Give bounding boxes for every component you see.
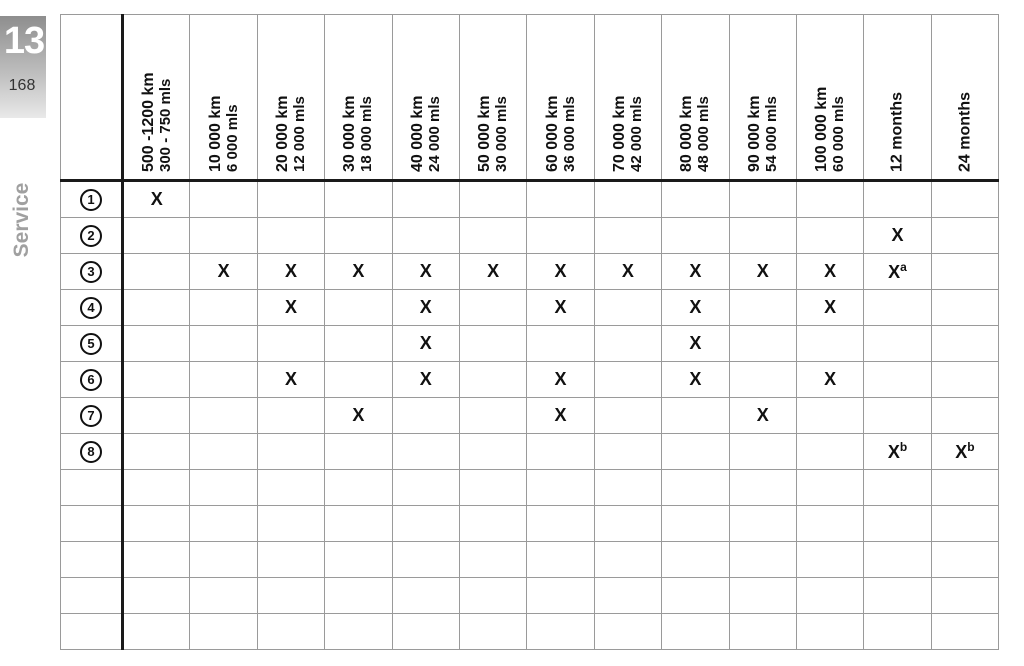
schedule-cell: [257, 578, 324, 614]
service-schedule-table: [60, 14, 999, 650]
column-header-label: [746, 22, 780, 172]
schedule-cell: [190, 181, 257, 218]
schedule-cell: [123, 542, 190, 578]
interval-primary: 500 -1200 km: [139, 72, 157, 172]
column-header-label: [341, 22, 375, 172]
schedule-cell: [325, 218, 392, 254]
schedule-cell: [392, 542, 459, 578]
schedule-cell: [729, 470, 796, 506]
schedule-cell: [594, 542, 661, 578]
schedule-cell: [662, 506, 729, 542]
schedule-cell: [325, 578, 392, 614]
column-header-label: [544, 22, 578, 172]
service-mark: X: [419, 369, 432, 389]
interval-secondary: 60 000 mls: [830, 96, 848, 172]
service-mark: X: [824, 261, 837, 281]
table-row: [61, 362, 999, 398]
service-mark: $X^b$: [955, 440, 975, 462]
schedule-cell: [729, 506, 796, 542]
service-mark: X: [689, 261, 702, 281]
footnote-marker: b: [899, 440, 908, 454]
schedule-cell: [392, 470, 459, 506]
schedule-cell: [190, 506, 257, 542]
schedule-cell: [931, 218, 998, 254]
schedule-cell: [257, 218, 324, 254]
schedule-cell: [325, 326, 392, 362]
schedule-cell: [594, 434, 661, 470]
table-row: [61, 398, 999, 434]
schedule-cell: [325, 181, 392, 218]
interval-primary: 60 000 km: [543, 95, 561, 172]
schedule-cell: [527, 398, 594, 434]
schedule-cell: [729, 614, 796, 650]
service-mark: X: [419, 333, 432, 353]
schedule-cell: [257, 470, 324, 506]
interval-primary: 20 000 km: [273, 95, 291, 172]
schedule-cell: [796, 254, 863, 290]
service-mark: $X^b$: [887, 440, 908, 462]
schedule-cell: [325, 398, 392, 434]
service-mark: X: [284, 297, 297, 317]
service-mark: X: [756, 261, 769, 281]
schedule-cell: [325, 362, 392, 398]
schedule-cell: [864, 614, 931, 650]
schedule-cell: [931, 470, 998, 506]
schedule-cell: [527, 181, 594, 218]
column-header: [190, 15, 257, 181]
interval-secondary: 42 000 mls: [627, 96, 645, 172]
schedule-cell: [257, 614, 324, 650]
circled-number: 8: [80, 441, 102, 463]
schedule-cell: [123, 290, 190, 326]
footnote-marker: b: [967, 440, 975, 454]
circled-number: 5: [80, 333, 102, 355]
row-label-cell: [61, 326, 123, 362]
schedule-cell: [729, 542, 796, 578]
interval-primary: 80 000 km: [678, 95, 696, 172]
column-header-label: [140, 22, 174, 172]
schedule-cell: [931, 542, 998, 578]
table-row: [61, 254, 999, 290]
schedule-cell: [527, 506, 594, 542]
schedule-cell: [527, 290, 594, 326]
circled-number: 6: [80, 369, 102, 391]
schedule-cell: [392, 614, 459, 650]
schedule-cell: [459, 290, 526, 326]
table-row: [61, 542, 999, 578]
schedule-cell: [729, 578, 796, 614]
row-label-cell: [61, 254, 123, 290]
schedule-cell: [662, 578, 729, 614]
service-mark: X: [621, 261, 634, 281]
row-label-cell: [61, 218, 123, 254]
service-mark: X: [284, 261, 297, 281]
service-mark: X: [217, 261, 230, 281]
interval-primary: 24 months: [956, 91, 974, 172]
schedule-cell: [459, 398, 526, 434]
schedule-cell: [527, 434, 594, 470]
column-header-label: [409, 22, 443, 172]
schedule-cell: [864, 398, 931, 434]
schedule-cell: [257, 398, 324, 434]
interval-primary: 10 000 km: [206, 95, 224, 172]
schedule-cell: [729, 218, 796, 254]
schedule-cell: [796, 326, 863, 362]
schedule-cell: [931, 398, 998, 434]
header-row: [61, 15, 999, 181]
interval-secondary: 48 000 mls: [695, 96, 713, 172]
schedule-cell: [729, 181, 796, 218]
schedule-cell: [864, 218, 931, 254]
schedule-cell: [931, 326, 998, 362]
schedule-cell: [729, 254, 796, 290]
schedule-cell: [931, 506, 998, 542]
schedule-cell: [123, 362, 190, 398]
schedule-cell: [123, 434, 190, 470]
schedule-cell: [796, 434, 863, 470]
schedule-cell: [527, 254, 594, 290]
row-label-cell: [61, 398, 123, 434]
schedule-cell: [392, 181, 459, 218]
schedule-cell: [662, 290, 729, 326]
row-label-cell: [61, 578, 123, 614]
column-header: [796, 15, 863, 181]
circled-number: 1: [80, 189, 102, 211]
schedule-cell: [594, 578, 661, 614]
schedule-cell: [459, 254, 526, 290]
schedule-cell: [325, 290, 392, 326]
interval-primary: 70 000 km: [610, 95, 628, 172]
schedule-cell: [459, 181, 526, 218]
schedule-cell: [729, 326, 796, 362]
schedule-cell: [190, 254, 257, 290]
schedule-cell: [392, 254, 459, 290]
chapter-number: 13: [3, 20, 45, 62]
schedule-cell: [190, 398, 257, 434]
interval-primary: 90 000 km: [745, 95, 763, 172]
column-header: [527, 15, 594, 181]
table-row: [61, 578, 999, 614]
schedule-cell: [662, 542, 729, 578]
service-mark: X: [891, 225, 904, 245]
schedule-cell: [796, 398, 863, 434]
service-mark: X: [352, 261, 365, 281]
interval-secondary: 30 000 mls: [493, 96, 511, 172]
schedule-cell: [190, 470, 257, 506]
schedule-cell: [527, 218, 594, 254]
interval-primary: 40 000 km: [408, 95, 426, 172]
interval-secondary: 54 000 mls: [762, 96, 780, 172]
schedule-cell: [459, 326, 526, 362]
schedule-cell: [123, 398, 190, 434]
interval-secondary: 18 000 mls: [358, 96, 376, 172]
schedule-cell: [123, 614, 190, 650]
schedule-cell: [459, 362, 526, 398]
row-label-cell: [61, 362, 123, 398]
column-header-label: [956, 22, 973, 172]
service-mark: X: [554, 369, 567, 389]
column-header: [662, 15, 729, 181]
circled-number: 4: [80, 297, 102, 319]
row-label-cell: [61, 614, 123, 650]
schedule-cell: [527, 362, 594, 398]
table-row: [61, 614, 999, 650]
schedule-cell: [257, 434, 324, 470]
schedule-cell: [392, 326, 459, 362]
row-label-cell: [61, 181, 123, 218]
schedule-cell: [662, 181, 729, 218]
schedule-cell: [123, 181, 190, 218]
service-mark: X: [487, 261, 500, 281]
schedule-cell: [594, 218, 661, 254]
schedule-cell: [864, 578, 931, 614]
footnote-marker: a: [900, 260, 907, 274]
page-number: 168: [8, 77, 36, 94]
schedule-cell: [662, 470, 729, 506]
schedule-cell: [392, 398, 459, 434]
schedule-cell: [392, 506, 459, 542]
schedule-cell: [123, 218, 190, 254]
schedule-cell: [123, 326, 190, 362]
schedule-cell: [190, 326, 257, 362]
interval-primary: 100 000 km: [813, 86, 831, 172]
schedule-cell: [662, 362, 729, 398]
service-mark: X: [756, 405, 769, 425]
schedule-cell: [729, 362, 796, 398]
schedule-cell: [392, 290, 459, 326]
column-header-label: [476, 22, 510, 172]
circled-number: 7: [80, 405, 102, 427]
interval-secondary: 24 000 mls: [425, 96, 443, 172]
schedule-cell: [459, 578, 526, 614]
schedule-cell: [325, 506, 392, 542]
schedule-cell: [123, 470, 190, 506]
schedule-cell: [931, 254, 998, 290]
schedule-cell: [931, 362, 998, 398]
schedule-cell: [190, 362, 257, 398]
schedule-cell: [190, 578, 257, 614]
interval-primary: 30 000 km: [341, 95, 359, 172]
schedule-cell: [864, 506, 931, 542]
interval-primary: 12 months: [888, 91, 906, 172]
schedule-cell: [459, 218, 526, 254]
schedule-cell: [527, 542, 594, 578]
schedule-cell: [257, 290, 324, 326]
schedule-cell: [594, 398, 661, 434]
table-row: [61, 181, 999, 218]
schedule-cell: [796, 290, 863, 326]
schedule-cell: [796, 542, 863, 578]
column-header: [325, 15, 392, 181]
service-mark: X: [824, 297, 837, 317]
schedule-cell: [392, 362, 459, 398]
schedule-cell: [594, 254, 661, 290]
schedule-cell: [123, 578, 190, 614]
schedule-cell: [392, 218, 459, 254]
schedule-cell: [459, 614, 526, 650]
schedule-cell: [325, 614, 392, 650]
schedule-cell: [527, 614, 594, 650]
service-mark: X: [689, 369, 702, 389]
schedule-cell: [257, 326, 324, 362]
interval-secondary: 12 000 mls: [290, 96, 308, 172]
column-header: [729, 15, 796, 181]
service-mark: $X^a$: [888, 260, 907, 282]
table-row: [61, 218, 999, 254]
table-row: [61, 506, 999, 542]
service-mark: X: [554, 297, 567, 317]
schedule-cell: [257, 181, 324, 218]
schedule-cell: [459, 434, 526, 470]
schedule-cell: [864, 362, 931, 398]
column-header-label: [274, 22, 308, 172]
schedule-cell: [257, 542, 324, 578]
schedule-cell: [729, 290, 796, 326]
service-mark: X: [419, 297, 432, 317]
column-header: [864, 15, 931, 181]
schedule-cell: [594, 470, 661, 506]
schedule-cell: [325, 254, 392, 290]
schedule-cell: [594, 614, 661, 650]
service-mark: X: [554, 405, 567, 425]
schedule-cell: [864, 470, 931, 506]
schedule-cell: [662, 614, 729, 650]
schedule-cell: [325, 542, 392, 578]
column-header: [123, 15, 190, 181]
schedule-cell: [527, 326, 594, 362]
schedule-cell: [662, 254, 729, 290]
schedule-cell: [931, 578, 998, 614]
service-mark: X: [554, 261, 567, 281]
schedule-cell: [931, 434, 998, 470]
schedule-cell: [796, 181, 863, 218]
service-mark: X: [689, 333, 702, 353]
row-label-cell: [61, 470, 123, 506]
schedule-cell: [325, 434, 392, 470]
schedule-cell: [594, 362, 661, 398]
schedule-cell: [190, 542, 257, 578]
table-row: [61, 290, 999, 326]
column-header: [459, 15, 526, 181]
schedule-cell: [459, 470, 526, 506]
schedule-cell: [931, 290, 998, 326]
column-header: [257, 15, 324, 181]
schedule-cell: [257, 362, 324, 398]
column-header-label: [678, 22, 712, 172]
service-mark: X: [824, 369, 837, 389]
column-header-label: [889, 22, 906, 172]
schedule-cell: [864, 434, 931, 470]
schedule-cell: [392, 434, 459, 470]
service-mark: X: [419, 261, 432, 281]
schedule-cell: [864, 290, 931, 326]
service-mark: X: [150, 189, 163, 209]
circled-number: 3: [80, 261, 102, 283]
schedule-cell: [190, 218, 257, 254]
interval-secondary: 6 000 mls: [223, 104, 241, 172]
schedule-cell: [864, 181, 931, 218]
schedule-cell: [594, 326, 661, 362]
circled-number: 2: [80, 225, 102, 247]
service-mark: X: [284, 369, 297, 389]
service-mark: X: [689, 297, 702, 317]
schedule-cell: [190, 434, 257, 470]
schedule-cell: [796, 362, 863, 398]
schedule-cell: [459, 506, 526, 542]
schedule-cell: [123, 254, 190, 290]
row-label-cell: [61, 434, 123, 470]
schedule-cell: [796, 614, 863, 650]
schedule-cell: [662, 434, 729, 470]
schedule-cell: [662, 326, 729, 362]
schedule-cell: [729, 434, 796, 470]
schedule-cell: [527, 578, 594, 614]
schedule-cell: [257, 254, 324, 290]
schedule-cell: [662, 398, 729, 434]
schedule-cell: [459, 542, 526, 578]
schedule-cell: [527, 470, 594, 506]
schedule-cell: [123, 506, 190, 542]
row-label-cell: [61, 290, 123, 326]
schedule-cell: [796, 506, 863, 542]
schedule-cell: [190, 614, 257, 650]
table-row: [61, 434, 999, 470]
column-header: [594, 15, 661, 181]
column-header: [392, 15, 459, 181]
interval-primary: 50 000 km: [476, 95, 494, 172]
interval-secondary: 300 - 750 mls: [156, 78, 174, 172]
schedule-cell: [864, 326, 931, 362]
schedule-cell: [257, 506, 324, 542]
schedule-cell: [325, 470, 392, 506]
schedule-cell: [594, 290, 661, 326]
schedule-cell: [864, 542, 931, 578]
schedule-cell: [594, 506, 661, 542]
row-label-cell: [61, 542, 123, 578]
column-header-label: [813, 22, 847, 172]
corner-cell: [61, 15, 123, 181]
column-header: [931, 15, 998, 181]
interval-secondary: 36 000 mls: [560, 96, 578, 172]
schedule-cell: [729, 398, 796, 434]
column-header-label: [611, 22, 645, 172]
row-label-cell: [61, 506, 123, 542]
table-row: [61, 470, 999, 506]
schedule-cell: [392, 578, 459, 614]
table-row: [61, 326, 999, 362]
schedule-cell: [931, 181, 998, 218]
schedule-cell: [796, 578, 863, 614]
schedule-cell: [796, 218, 863, 254]
service-mark: X: [352, 405, 365, 425]
schedule-cell: [190, 290, 257, 326]
schedule-cell: [662, 218, 729, 254]
schedule-cell: [864, 254, 931, 290]
schedule-cell: [594, 181, 661, 218]
schedule-cell: [931, 614, 998, 650]
column-header-label: [207, 22, 241, 172]
section-label: Service: [10, 182, 33, 258]
schedule-cell: [796, 470, 863, 506]
